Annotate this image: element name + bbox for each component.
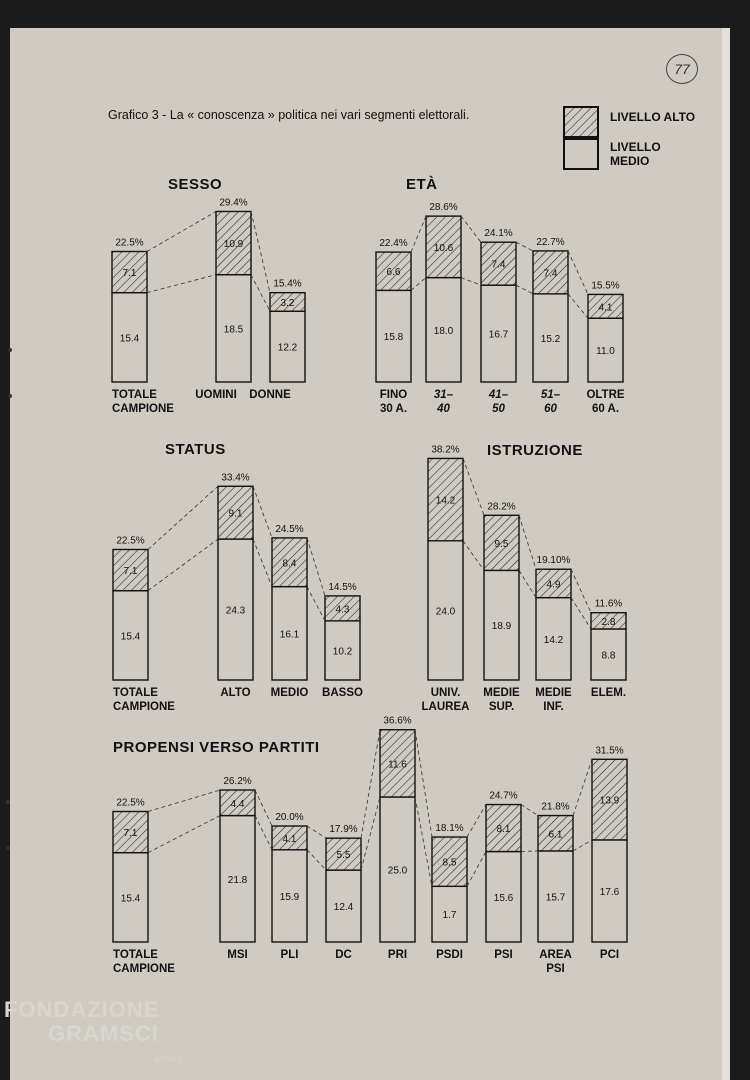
data-label-total: 26.2%	[223, 776, 252, 788]
connector-line	[255, 816, 272, 850]
data-label-medio: 15.2	[540, 333, 561, 345]
tick-label: TOTALE	[113, 687, 158, 699]
tick-label: PSDI	[436, 949, 463, 961]
data-label-medio: 1.7	[442, 910, 457, 922]
data-label-total: 22.4%	[379, 238, 408, 250]
data-label-total: 22.5%	[116, 535, 145, 547]
data-label-medio: 12.2	[277, 342, 298, 354]
data-label-total: 33.4%	[221, 472, 250, 484]
watermark-logo	[4, 997, 183, 1065]
data-label-alto: 6.6	[386, 267, 401, 279]
connector-line	[411, 278, 426, 291]
figure-caption: Grafico 3 - La « conoscenza » politica nei vari segmenti elettorali.	[108, 108, 470, 122]
data-label-total: 28.2%	[487, 501, 516, 513]
data-label-total: 24.7%	[489, 790, 518, 802]
data-label-total: 22.7%	[536, 236, 565, 248]
page-number: 77	[666, 54, 698, 84]
data-label-medio: 15.7	[545, 892, 566, 904]
data-label-total: 29.4%	[219, 197, 248, 209]
data-label-total: 19.10%	[536, 555, 571, 567]
connector-line	[148, 539, 218, 591]
connector-line	[411, 216, 426, 252]
tick-label: CAMPIONE	[113, 701, 175, 713]
tick-label: 50	[492, 403, 505, 415]
connector-line	[461, 278, 481, 286]
connector-line	[521, 805, 538, 816]
connector-line	[467, 805, 486, 837]
connector-line	[519, 515, 536, 569]
connector-line	[516, 285, 533, 294]
data-label-total: 20.0%	[275, 812, 304, 823]
tick-label: CAMPIONE	[113, 963, 175, 975]
connector-line	[571, 569, 591, 613]
data-label-medio: 21.8	[227, 874, 248, 886]
connector-line	[463, 541, 484, 571]
tick-label: SUP.	[488, 701, 515, 713]
section-title-eta: ETÀ	[406, 176, 438, 193]
data-label-medio: 25.0	[387, 865, 408, 877]
tick-label: MSI	[227, 949, 248, 961]
tick-label: 30 A.	[379, 403, 408, 415]
tick-label: UOMINI	[195, 389, 237, 401]
connector-line	[415, 797, 432, 886]
connector-line	[573, 759, 592, 815]
data-label-medio: 12.4	[333, 902, 354, 914]
tick-label: 40	[437, 403, 450, 415]
connector-line	[307, 826, 326, 838]
connector-line	[253, 486, 272, 538]
data-label-alto: 7.1	[123, 828, 138, 840]
data-label-medio: 16.1	[279, 629, 300, 641]
data-label-total: 36.6%	[383, 715, 412, 727]
data-label-medio: 16.7	[488, 329, 509, 341]
tick-label: PSI	[546, 963, 565, 975]
connector-line	[467, 852, 486, 887]
section-title-sesso: SESSO	[168, 176, 223, 193]
connector-line	[255, 790, 272, 826]
tick-label: PSI	[494, 949, 513, 961]
data-label-alto: 4.9	[546, 579, 561, 591]
connector-line	[568, 294, 588, 318]
data-label-alto: 10.9	[223, 239, 244, 251]
connector-line	[463, 458, 484, 515]
tick-label: 51–	[540, 389, 561, 401]
tick-label: PLI	[280, 949, 299, 961]
connector-line	[415, 730, 432, 837]
data-label-total: 15.5%	[591, 280, 620, 292]
connector-line	[307, 538, 325, 596]
data-label-alto: 9.5	[494, 538, 509, 550]
tick-label: TOTALE	[113, 949, 158, 961]
data-label-total: 11.6%	[594, 598, 623, 610]
connector-line	[571, 598, 591, 629]
tick-label: MEDIE	[483, 687, 520, 699]
connector-line	[253, 539, 272, 587]
data-label-alto: 7.4	[543, 268, 558, 280]
tick-label: DC	[335, 949, 352, 961]
data-label-medio: 18.9	[491, 621, 512, 633]
data-label-total: 22.5%	[116, 797, 145, 809]
data-label-medio: 14.2	[543, 634, 564, 646]
data-label-alto: 6.1	[548, 829, 563, 841]
data-label-medio: 15.6	[493, 892, 514, 904]
tick-label: OLTRE	[586, 389, 625, 401]
data-label-total: 22.5%	[115, 237, 144, 249]
data-label-medio: 17.6	[599, 886, 620, 898]
tick-label: CAMPIONE	[112, 403, 174, 415]
data-label-alto: 9.1	[228, 508, 243, 520]
data-label-total: 24.1%	[484, 228, 513, 240]
connector-line	[148, 816, 220, 853]
tick-label: AREA	[539, 949, 572, 961]
tick-label: MEDIO	[270, 687, 309, 699]
tick-label: PCI	[599, 949, 620, 961]
tick-label: PRI	[387, 949, 408, 961]
connector-line	[516, 242, 533, 251]
connector-line	[521, 851, 538, 852]
connector-line	[147, 211, 216, 251]
connector-line	[573, 840, 592, 851]
connector-line	[251, 211, 270, 292]
data-label-total: 15.4%	[273, 278, 302, 290]
tick-label: MEDIE	[535, 687, 572, 699]
tick-label: 60	[544, 403, 557, 415]
section-title-partiti: PROPENSI VERSO PARTITI	[113, 739, 320, 756]
connector-line	[148, 790, 220, 811]
legend-label-alto: LIVELLO ALTO	[610, 110, 696, 124]
connector-line	[519, 570, 536, 597]
data-label-alto: 10.6	[433, 242, 454, 254]
tick-label: ELEM.	[590, 687, 627, 699]
data-label-medio: 24.0	[435, 606, 456, 618]
data-label-medio: 15.8	[383, 332, 404, 344]
data-label-alto: 8.4	[282, 558, 297, 570]
tick-label: UNIV.	[430, 687, 461, 699]
data-label-alto: 7.1	[122, 268, 137, 280]
tick-label: DONNE	[249, 389, 291, 401]
data-label-total: 28.6%	[429, 202, 458, 214]
connector-line	[148, 486, 218, 549]
tick-label: INF.	[543, 701, 564, 713]
tick-label: TOTALE	[112, 389, 157, 401]
tick-label: FINO	[379, 389, 408, 401]
connector-line	[361, 797, 380, 870]
data-label-total: 21.8%	[541, 801, 570, 813]
connector-line	[307, 587, 325, 621]
data-label-alto: 4.1	[282, 833, 297, 845]
data-label-medio: 15.9	[279, 891, 300, 903]
data-label-medio: 11.0	[596, 346, 615, 358]
section-title-status: STATUS	[165, 441, 226, 458]
connector-line	[461, 216, 481, 242]
data-label-total: 17.9%	[329, 824, 358, 836]
data-label-alto: 2.8	[601, 616, 616, 628]
connector-line	[361, 730, 380, 838]
data-label-alto: 4.4	[230, 798, 245, 810]
data-label-medio: 15.4	[120, 631, 141, 643]
tick-label: 41–	[488, 389, 509, 401]
tick-label: 60 A.	[591, 403, 620, 415]
data-label-alto: 5.5	[336, 850, 351, 862]
data-label-total: 38.2%	[431, 444, 460, 456]
data-label-medio: 8.8	[601, 650, 616, 662]
tick-label: 31–	[433, 389, 454, 401]
tick-label: BASSO	[322, 687, 363, 699]
tick-label: ALTO	[220, 687, 251, 699]
data-label-medio: 18.0	[433, 325, 454, 337]
data-label-alto: 7.1	[123, 566, 138, 578]
data-label-alto: 8.1	[496, 824, 511, 836]
watermark-line1: FONDAZIONE	[4, 997, 160, 1022]
data-label-total: 31.5%	[595, 745, 624, 757]
data-label-alto: 14.2	[435, 495, 456, 507]
watermark-line2: GRAMSCI	[48, 1021, 159, 1046]
section-title-istruzione: ISTRUZIONE	[487, 442, 583, 459]
data-label-alto: 7.4	[491, 259, 506, 271]
data-label-medio: 18.5	[223, 324, 244, 336]
data-label-medio: 15.4	[120, 893, 141, 905]
connector-line	[147, 275, 216, 293]
watermark-line3: onlus	[154, 1054, 183, 1065]
data-label-total: 24.5%	[275, 523, 304, 535]
data-label-alto: 13.9	[599, 795, 620, 807]
data-label-alto: 3.2	[280, 297, 295, 309]
data-label-total: 14.5%	[328, 581, 357, 593]
connector-line	[568, 251, 588, 295]
data-label-medio: 24.3	[225, 605, 246, 617]
data-label-medio: 10.2	[332, 646, 353, 658]
tick-label: LAUREA	[421, 701, 470, 713]
data-label-total: 18.1%	[435, 823, 464, 835]
data-label-alto: 4.3	[335, 604, 350, 616]
data-label-alto: 8.5	[442, 857, 457, 869]
data-label-alto: 11.6	[388, 759, 407, 771]
data-label-medio: 15.4	[119, 333, 140, 345]
data-label-alto: 4.1	[598, 302, 613, 314]
legend-label-medio: LIVELLO MEDIO	[610, 140, 661, 168]
connector-line	[307, 850, 326, 870]
